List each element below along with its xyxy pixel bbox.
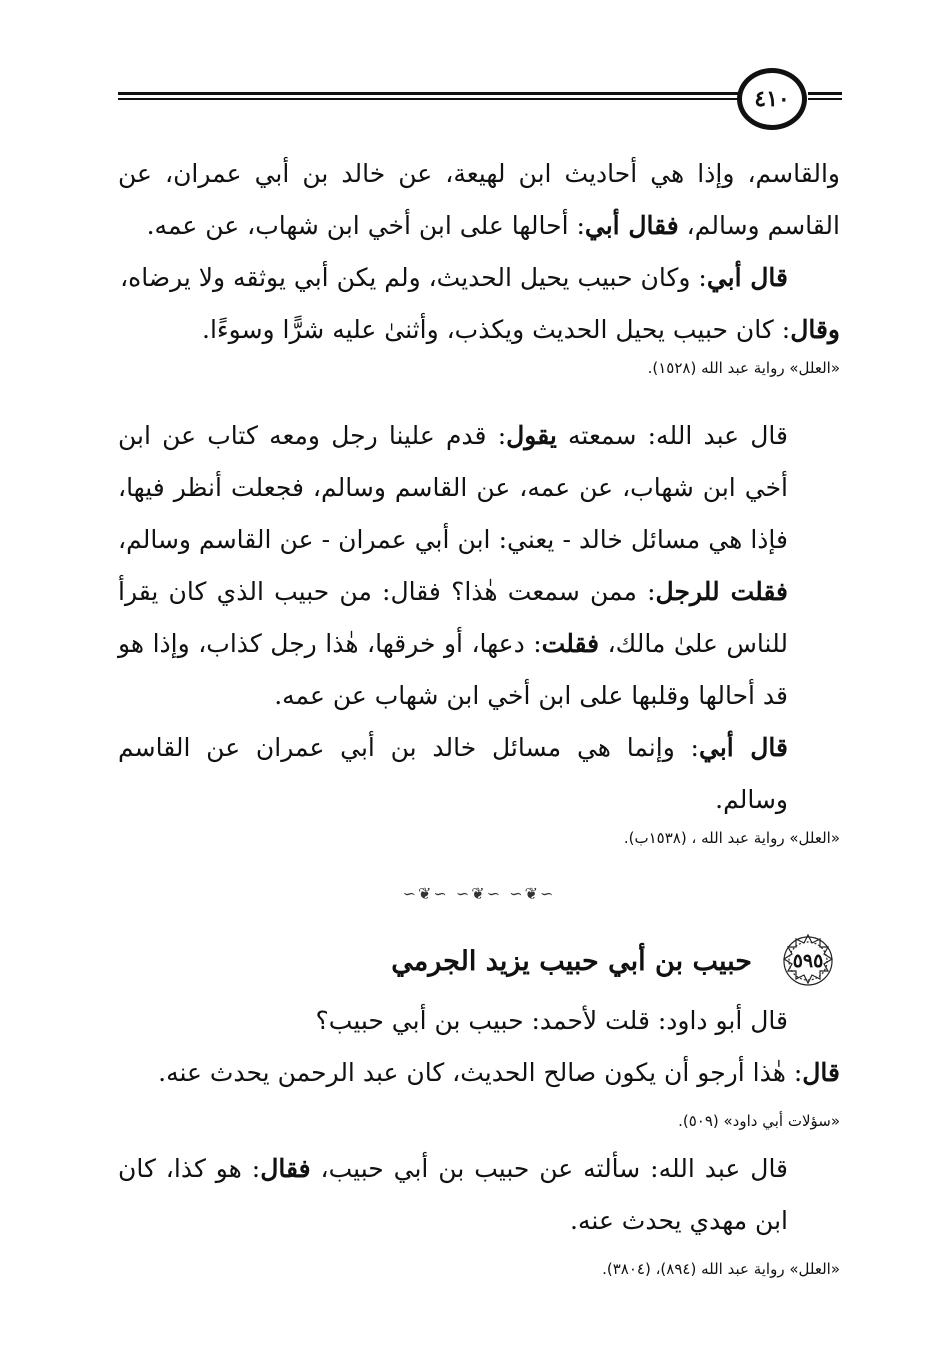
text-run: : هو كذا، كان ابن مهدي يحدث عنه. [118, 1154, 788, 1235]
header-rule-right [808, 92, 842, 100]
paragraph [118, 722, 840, 826]
entry-title: حبيب بن أبي حبيب يزيد الجرمي [391, 945, 752, 977]
bold-speaker: قال [802, 1058, 840, 1087]
citation: «العلل» رواية عبد الله (١٥٢٨). [647, 359, 840, 377]
text-line: والقاسم، وإذا هي أحاديث ابن لهيعة، عن خالد بن أبي عمران، عن [118, 159, 840, 188]
text-run: قال عبد الله: سمعته [556, 421, 788, 450]
bold-speaker: فقلت للرجل [655, 577, 788, 606]
text-run: : ممن سمعت هٰذا؟ فقال: من حبيب الذي كان يقرأ للناس علىٰ مالك، [118, 577, 788, 658]
bold-speaker: فقلت [541, 629, 600, 658]
citation: «العلل» رواية عبد الله (٨٩٤)، (٣٨٠٤). [602, 1260, 840, 1278]
bold-speaker: وقال [790, 315, 840, 344]
citation: «العلل» رواية عبد الله ، (١٥٣٨ب). [623, 829, 840, 847]
bold-speaker: فقال [260, 1154, 311, 1183]
text-run: قال عبد الله: سألته عن حبيب بن أبي حبيب، [310, 1154, 789, 1183]
text-run: القاسم وسالم، [678, 211, 840, 240]
text-run: : وكان حبيب يحيل الحديث، ولم يكن أبي يوثقه ولا يرضاه، [120, 263, 707, 292]
page-body [118, 148, 840, 1281]
text-run: : وإنما هي مسائل خالد بن أبي عمران عن القاسم وسالم. [118, 733, 788, 814]
page-number-text: ٤١٠ [754, 86, 790, 112]
entry-number: ٥٩٥ [792, 950, 824, 972]
paragraph [118, 252, 840, 304]
paragraph [118, 304, 840, 356]
paragraph [118, 1143, 840, 1247]
citation: «سؤلات أبي داود» (٥٠٩). [678, 1112, 840, 1130]
header-rule-left [118, 92, 738, 100]
page-number [737, 68, 807, 130]
bold-speaker: قال أبي [698, 733, 788, 762]
text-run: : هٰذا أرجو أن يكون صالح الحديث، كان عبد الرحمن يحدث عنه. [158, 1058, 803, 1087]
paragraph [118, 410, 840, 722]
entry-number-badge [776, 933, 840, 989]
text-run: : أحالها على ابن أخي ابن شهاب، عن عمه. [146, 211, 585, 240]
bold-speaker: قال أبي [706, 263, 788, 292]
bold-speaker: يقول [506, 421, 557, 450]
entry-heading [118, 933, 840, 989]
section-ornament: ∽❦∽ ∽❦∽ ∽❦∽ [402, 884, 556, 903]
text-run: : قدم علينا رجل ومعه كتاب عن ابن أخي ابن شهاب، عن عمه، عن القاسم وسالم، فجعلت أنظر فيها، فإذا هي مسائل خالد - يعني: ابن أبي عمران - عن القاسم وسالم، [118, 421, 788, 554]
paragraph [118, 1047, 840, 1099]
bold-speaker: فقال أبي [584, 211, 679, 240]
paragraph [118, 148, 840, 252]
paragraph: قال أبو داود: قلت لأحمد: حبيب بن أبي حبيب؟ [315, 1006, 788, 1035]
text-run: : كان حبيب يحيل الحديث ويكذب، وأثنىٰ عليه شرًّا وسوءًا. [202, 315, 791, 344]
text-run: : دعها، أو خرقها، هٰذا رجل كذاب، وإذا هو قد أحالها وقلبها على ابن أخي ابن شهاب عن عمه. [118, 629, 788, 710]
